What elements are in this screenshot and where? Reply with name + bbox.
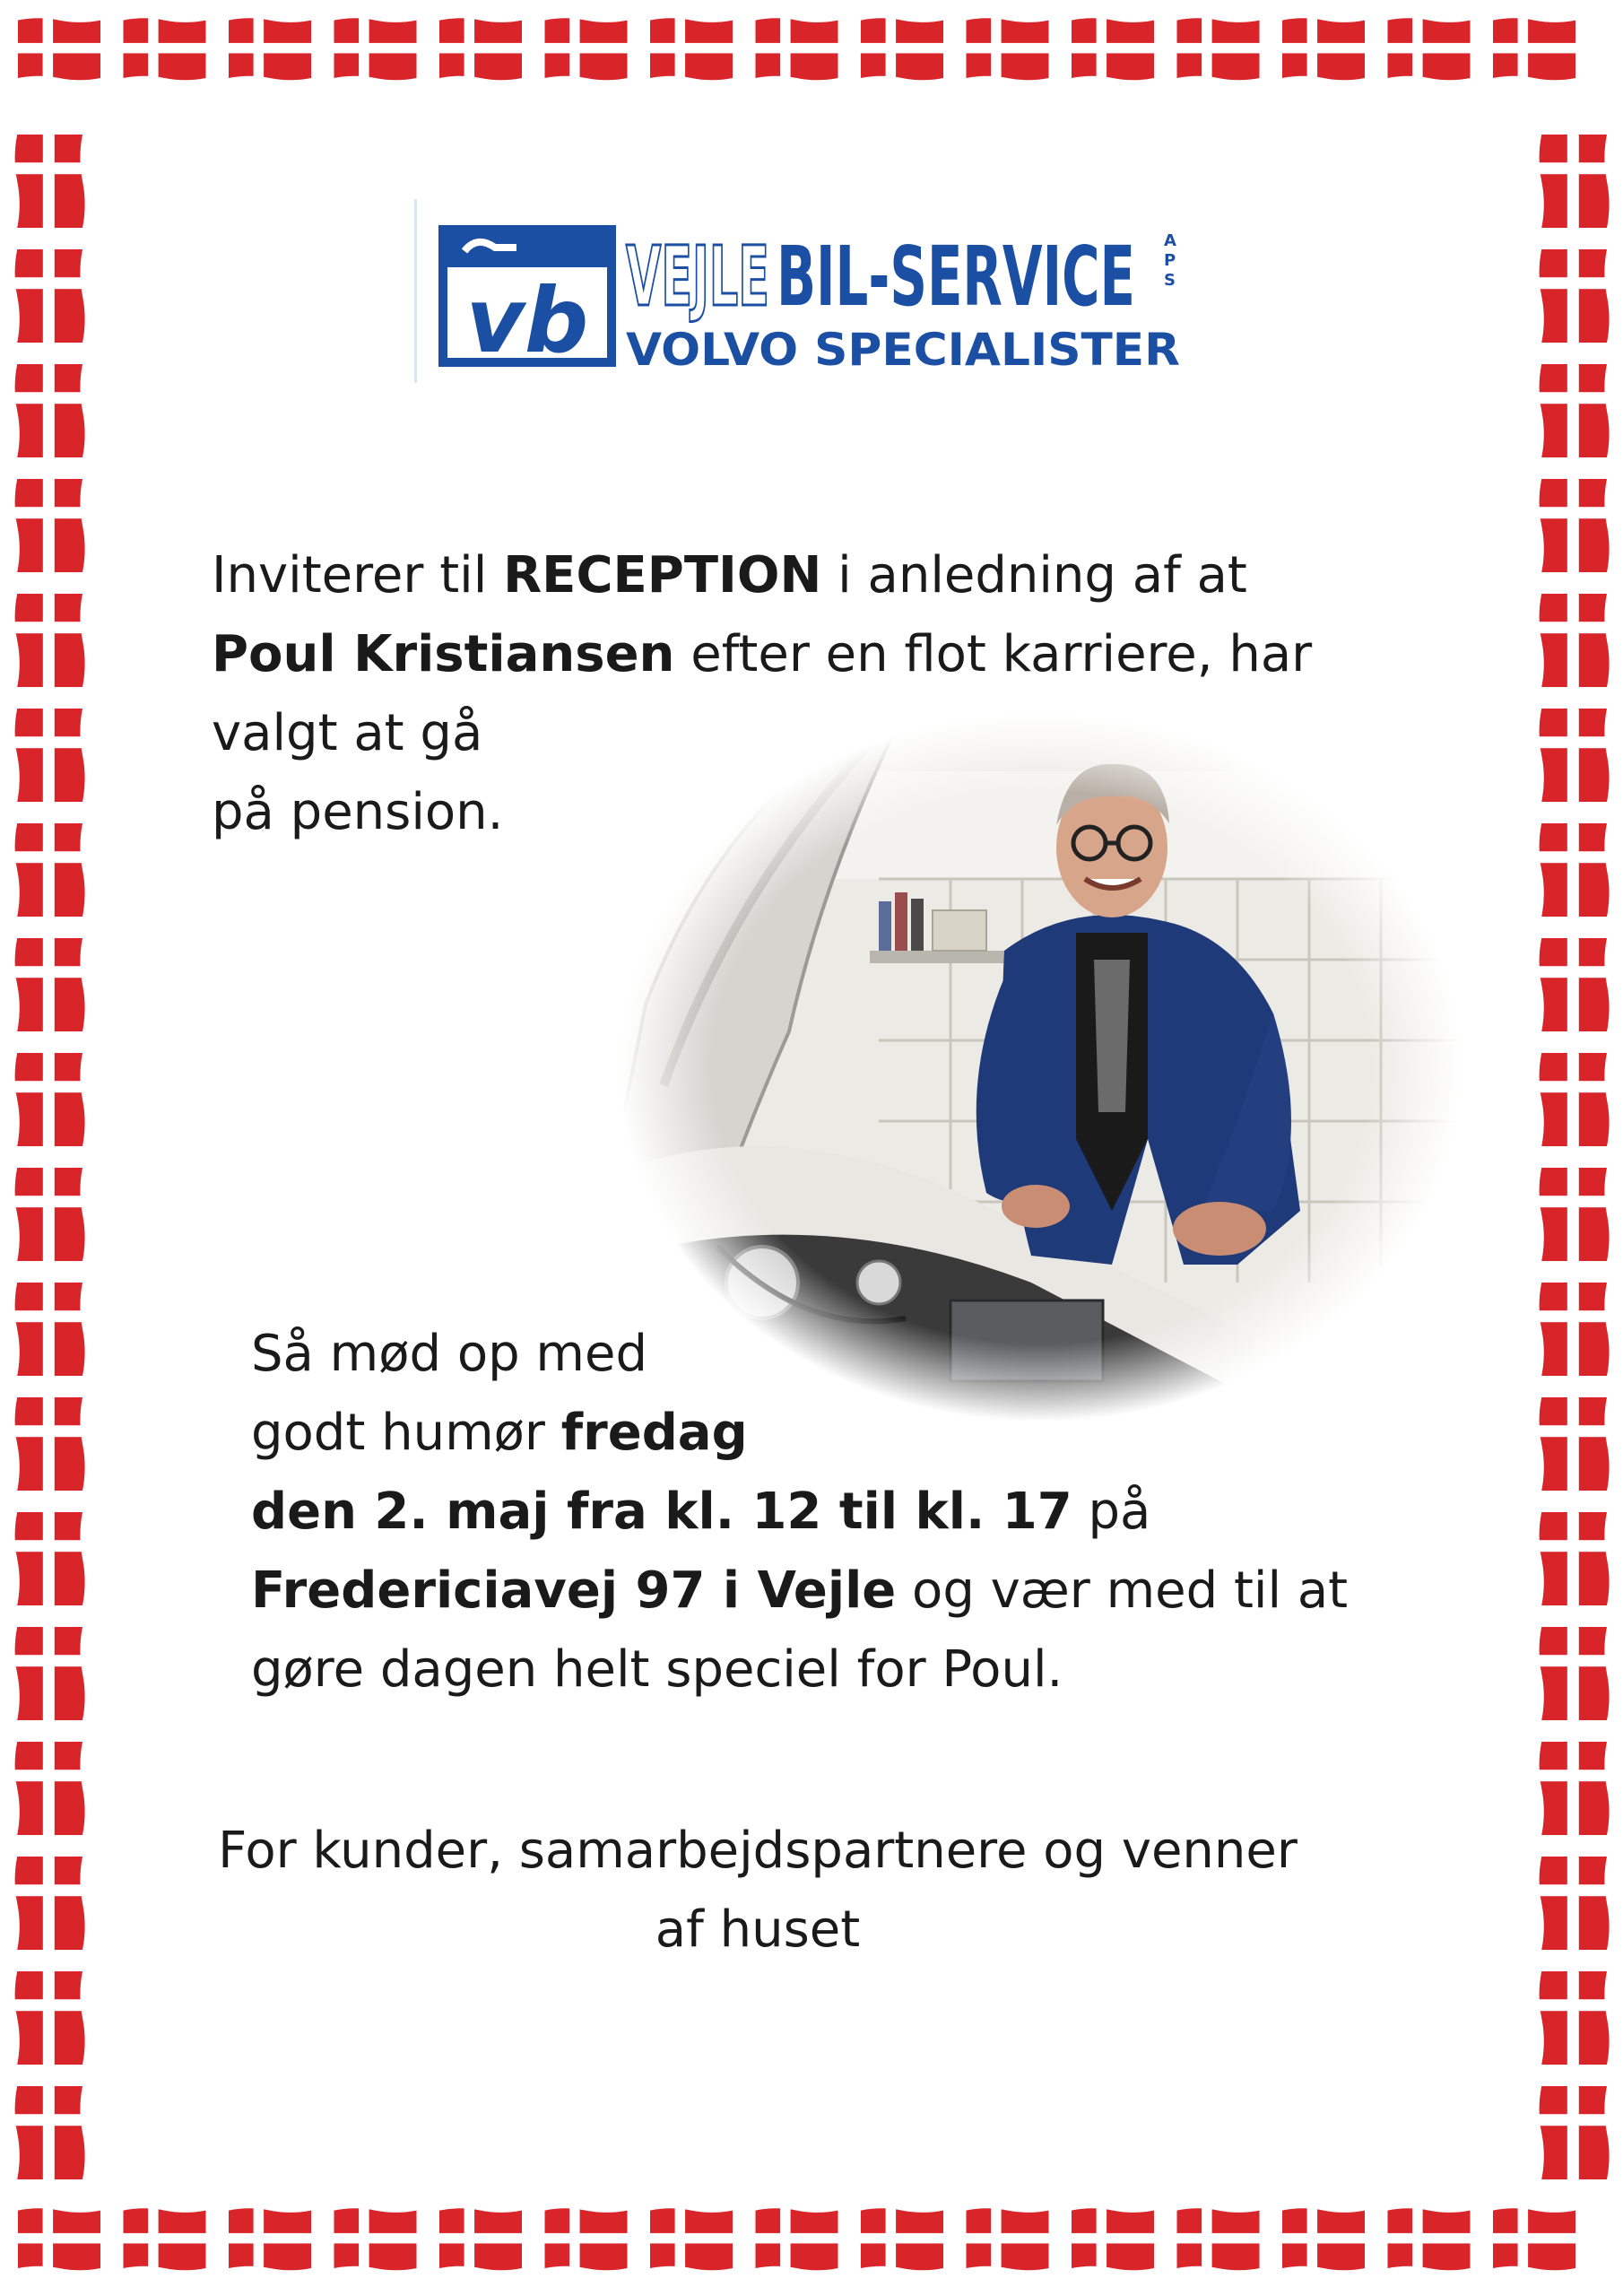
danish-flag-icon bbox=[650, 16, 734, 84]
danish-flag-icon bbox=[1177, 16, 1262, 84]
danish-flag-icon bbox=[1537, 364, 1614, 460]
danish-flag-icon bbox=[13, 1971, 90, 2067]
danish-flag-icon bbox=[13, 938, 90, 1034]
details-line-5: gøre dagen helt speciel for Poul. bbox=[251, 1640, 1063, 1699]
danish-flag-icon bbox=[861, 16, 945, 84]
danish-flag-icon bbox=[861, 2206, 945, 2274]
danish-flag-icon bbox=[756, 16, 840, 84]
danish-flag-icon bbox=[1388, 2206, 1472, 2274]
danish-flag-icon bbox=[1537, 938, 1614, 1034]
intro-line-2: Poul Kristiansen efter en flot karriere, har bbox=[212, 625, 1313, 683]
danish-flag-icon bbox=[13, 135, 90, 230]
danish-flag-icon bbox=[334, 2206, 419, 2274]
danish-flag-icon bbox=[1388, 16, 1472, 84]
logo-tagline: VOLVO SPECIALISTER bbox=[626, 324, 1180, 376]
danish-flag-icon bbox=[1537, 2086, 1614, 2182]
danish-flag-icon bbox=[13, 1742, 90, 1838]
danish-flag-icon bbox=[967, 16, 1051, 84]
danish-flag-icon bbox=[13, 594, 90, 690]
danish-flag-icon bbox=[1537, 1283, 1614, 1378]
danish-flag-icon bbox=[13, 1283, 90, 1378]
danish-flag-icon bbox=[545, 2206, 629, 2274]
audience-line-2: af huset bbox=[655, 1900, 861, 1959]
danish-flag-icon bbox=[229, 16, 313, 84]
danish-flag-icon bbox=[13, 823, 90, 919]
logo-emblem-icon bbox=[443, 230, 612, 373]
danish-flag-icon bbox=[1177, 2206, 1262, 2274]
danish-flag-icon bbox=[1537, 249, 1614, 345]
danish-flag-icon bbox=[439, 16, 524, 84]
danish-flag-icon bbox=[124, 2206, 208, 2274]
logo-name-part1: VEJLE bbox=[626, 229, 769, 325]
danish-flag-icon bbox=[13, 1397, 90, 1493]
danish-flag-icon bbox=[229, 2206, 313, 2274]
danish-flag-icon bbox=[1493, 16, 1577, 84]
danish-flag-icon bbox=[1537, 709, 1614, 804]
danish-flag-icon bbox=[1537, 1742, 1614, 1838]
intro-line-3: valgt at gå bbox=[212, 704, 483, 762]
danish-flag-icon bbox=[967, 2206, 1051, 2274]
details-line-3: den 2. maj fra kl. 12 til kl. 17 på bbox=[251, 1483, 1151, 1541]
danish-flag-icon bbox=[439, 2206, 524, 2274]
danish-flag-icon bbox=[1537, 1971, 1614, 2067]
danish-flag-icon bbox=[1537, 1168, 1614, 1264]
details-line-4: Fredericiavej 97 i Vejle og vær med til at bbox=[251, 1561, 1349, 1620]
danish-flag-icon bbox=[13, 2086, 90, 2182]
danish-flag-icon bbox=[1537, 135, 1614, 230]
logo-name-part2: BIL-SERVICE bbox=[777, 229, 1135, 325]
event-details-paragraph bbox=[251, 1315, 1372, 1709]
danish-flag-icon bbox=[13, 1168, 90, 1264]
danish-flag-icon bbox=[13, 1053, 90, 1149]
danish-flag-icon bbox=[13, 249, 90, 345]
audience-paragraph bbox=[161, 1812, 1354, 1970]
danish-flag-icon bbox=[124, 16, 208, 84]
danish-flag-icon bbox=[1537, 1627, 1614, 1723]
intro-line-4: på pension. bbox=[212, 783, 504, 841]
danish-flag-icon bbox=[1537, 1512, 1614, 1608]
danish-flag-icon bbox=[1537, 479, 1614, 575]
danish-flag-icon bbox=[18, 16, 102, 84]
logo-suffix-a: A bbox=[1164, 231, 1176, 250]
danish-flag-icon bbox=[1537, 823, 1614, 919]
danish-flag-icon bbox=[1072, 16, 1156, 84]
danish-flag-icon bbox=[1537, 1053, 1614, 1149]
logo-initials: vb bbox=[465, 268, 589, 373]
danish-flag-icon bbox=[13, 1857, 90, 1952]
danish-flag-icon bbox=[13, 1627, 90, 1723]
danish-flag-icon bbox=[756, 2206, 840, 2274]
details-line-2: godt humør fredag bbox=[251, 1404, 748, 1462]
logo-suffix-p: P bbox=[1164, 251, 1176, 270]
danish-flag-icon bbox=[1072, 2206, 1156, 2274]
danish-flag-icon bbox=[334, 16, 419, 84]
danish-flag-icon bbox=[13, 364, 90, 460]
danish-flag-icon bbox=[1537, 594, 1614, 690]
audience-line-1: For kunder, samarbejdspartnere og venner bbox=[218, 1822, 1298, 1880]
intro-line-1: Inviterer til RECEPTION i anledning af at bbox=[212, 546, 1247, 604]
danish-flag-icon bbox=[1282, 2206, 1367, 2274]
danish-flag-icon bbox=[1493, 2206, 1577, 2274]
danish-flag-icon bbox=[1282, 16, 1367, 84]
details-line-1: Så mød op med bbox=[251, 1325, 647, 1383]
danish-flag-icon bbox=[1537, 1857, 1614, 1952]
danish-flag-icon bbox=[13, 1512, 90, 1608]
danish-flag-icon bbox=[18, 2206, 102, 2274]
company-logo bbox=[412, 199, 1202, 383]
danish-flag-icon bbox=[13, 709, 90, 804]
danish-flag-icon bbox=[13, 479, 90, 575]
danish-flag-icon bbox=[1537, 1397, 1614, 1493]
logo-suffix-s: S bbox=[1164, 271, 1176, 290]
danish-flag-icon bbox=[650, 2206, 734, 2274]
logo-suffix bbox=[1164, 231, 1176, 290]
danish-flag-icon bbox=[545, 16, 629, 84]
